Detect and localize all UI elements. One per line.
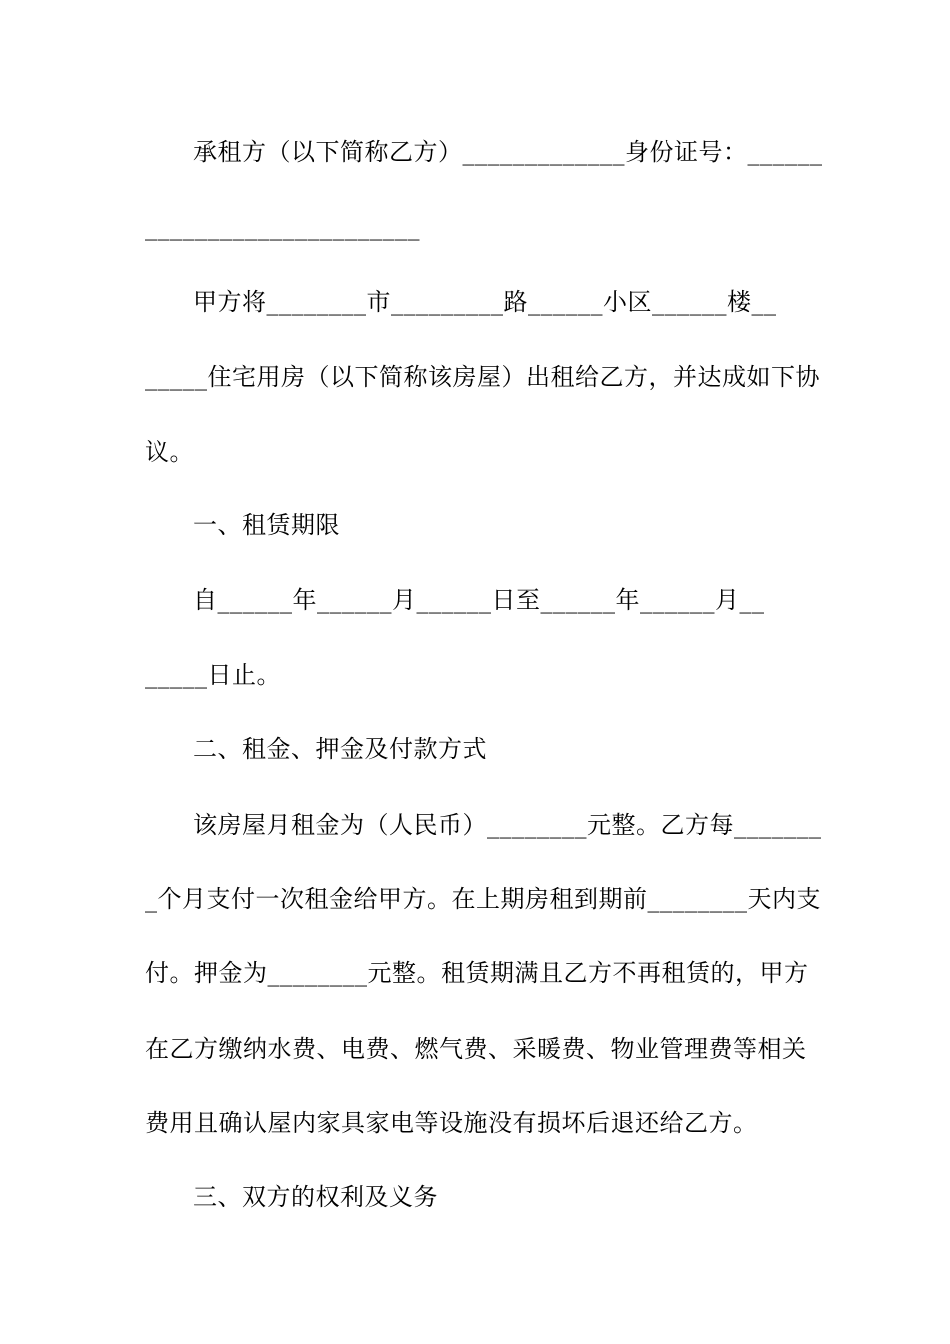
id-number-blank-line: ______________________ [145, 213, 420, 241]
property-description-line: _____住宅用房（以下简称该房屋）出租给乙方，并达成如下协 [145, 363, 820, 391]
deposit-line: 付。押金为________元整。租赁期满且乙方不再租赁的，甲方 [145, 959, 809, 987]
lease-term-end-line: _____日止。 [145, 661, 281, 689]
tenant-line: 承租方（以下简称乙方）_____________身份证号：______ [193, 138, 823, 166]
section-heading-rights-obligations: 三、双方的权利及义务 [193, 1183, 438, 1211]
payment-schedule-line: _个月支付一次租金给甲方。在上期房租到期前________天内支 [145, 885, 821, 913]
section-heading-lease-term: 一、租赁期限 [193, 511, 340, 539]
agreement-line-end: 议。 [145, 438, 194, 466]
deposit-refund-line: 费用且确认屋内家具家电等设施没有损坏后退还给乙方。 [145, 1109, 758, 1137]
section-heading-rent-deposit: 二、租金、押金及付款方式 [193, 735, 487, 763]
property-address-line: 甲方将________市_________路______小区______楼__ [193, 288, 777, 316]
deposit-conditions-line: 在乙方缴纳水费、电费、燃气费、采暖费、物业管理费等相关 [145, 1035, 807, 1063]
lease-term-dates-line: 自______年______月______日至______年______月__ [193, 586, 765, 614]
rent-amount-line: 该房屋月租金为（人民币）________元整。乙方每_______ [193, 811, 822, 839]
